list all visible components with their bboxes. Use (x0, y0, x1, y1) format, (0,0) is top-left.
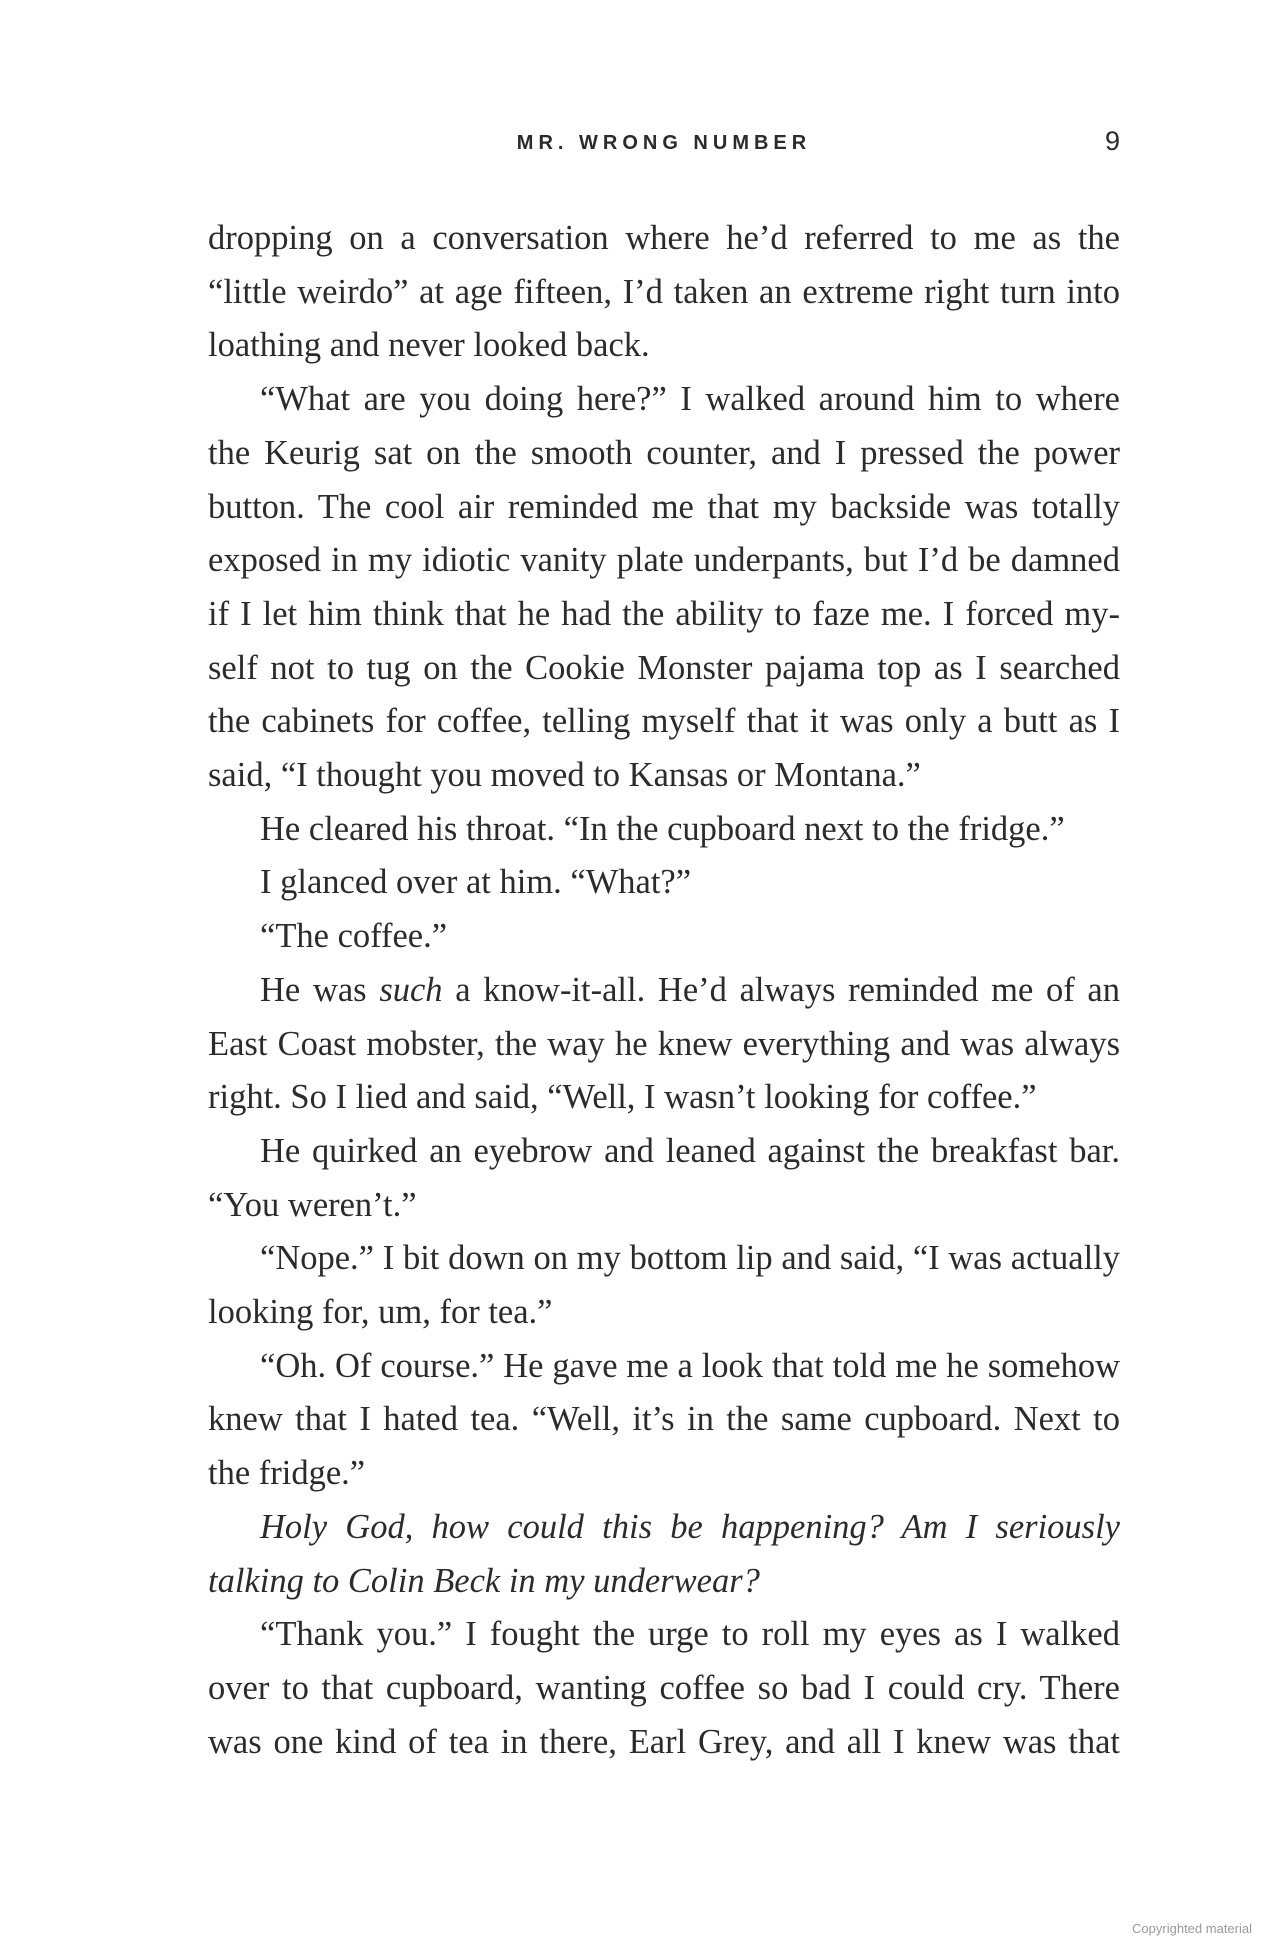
page-header (208, 128, 1120, 158)
running-head: MR. WRONG NUMBER (516, 132, 812, 154)
copyright-watermark: Copyrighted material (1132, 1921, 1252, 1936)
paragraph: dropping on a conversation where he’d referred to me as the “little weirdo” at age fifteen, I’d taken an extreme right turn into loathing and never looked back. (208, 219, 1120, 365)
paragraph-text: He was (260, 970, 380, 1009)
paragraph: “Thank you.” I fought the urge to roll my eyes as I walked over to that cupboard, wanting coffee so bad I could cry. There was one kind of tea in there, Earl Grey, and all I knew was that (208, 1615, 1120, 1761)
emphasis-text: such (379, 970, 443, 1009)
paragraph: He quirked an eyebrow and leaned against the breakfast bar. “You weren’t.” (208, 1131, 1120, 1224)
paragraph: “What are you doing here?” I walked around him to where the Keurig sat on the smooth counter, and I pressed the power button. The cool air reminded me that my backside was totally exposed in my idiotic vanity plate underpants, but I’d be damned if I let him think that he had the ability to faze me. I forced myself not to tug on the Cookie Monster pajama top as I searched the cabinets for coffee, telling myself that it was only a butt as I said, “I thought you moved to Kansas or Montana.” (208, 380, 1120, 795)
paragraph: “The coffee.” (260, 917, 448, 956)
paragraph (208, 964, 1120, 1125)
paragraph: “Nope.” I bit down on my bottom lip and said, “I was actually looking for, um, for tea.” (208, 1239, 1120, 1332)
body-text (208, 212, 1120, 1769)
paragraph-text: a know-it-all. He’d always reminded me of an East Coast mobster, the way he knew everything and was always right. So I lied and said, “Well, I wasn’t looking for coffee.” (208, 970, 1120, 1117)
paragraph: “Oh. Of course.” He gave me a look that told me he somehow knew that I hated tea. “Well, it’s in the same cupboard. Next to the fridge.” (208, 1346, 1120, 1493)
paragraph: I glanced over at him. “What?” (260, 863, 692, 902)
italic-thought-paragraph: Holy God, how could this be happening? Am I seriously talking to Colin Beck in my underwear? (208, 1507, 1120, 1600)
paragraph: He cleared his throat. “In the cupboard next to the fridge.” (260, 809, 1065, 848)
page-number: 9 (1104, 126, 1120, 156)
